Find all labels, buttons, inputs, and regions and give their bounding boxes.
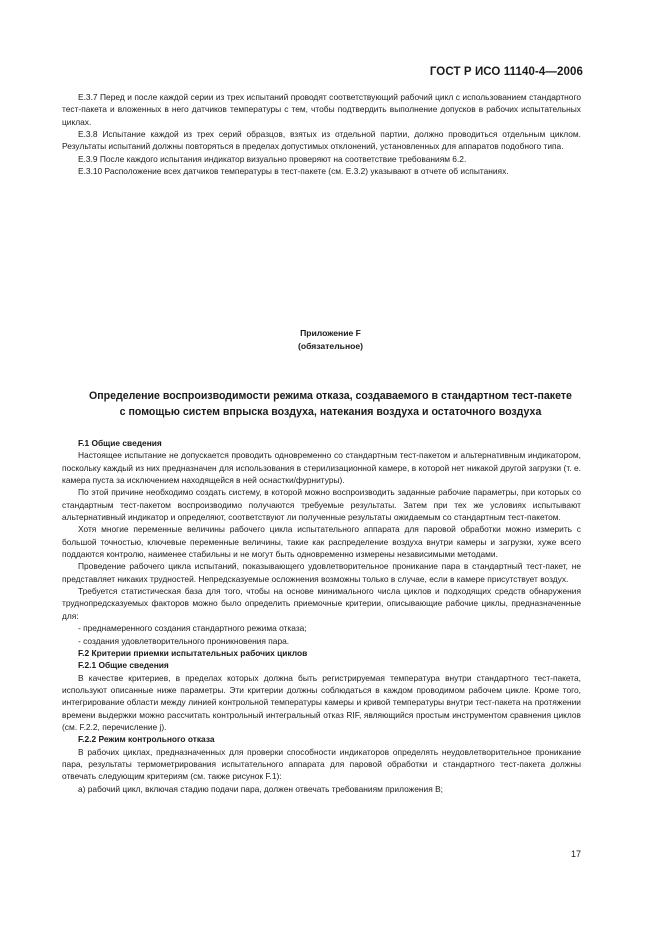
page-number: 17 (570, 849, 581, 859)
paragraph-f2-1: В качестве критериев, в пределах которых должна быть регистрируемая температура внутри стандартного тест-пакета, используют описанные ниже параметры. Эти критерии должны соблюдаться в каждом проводимом рабочем цикле. Кроме того, интегрирование области между линией контрольной температуры камеры и кривой температуры внутри тест-пакета на протяжении времени выдержки можно рассчитать контрольный интегральный отказ RIF, являющийся простым инструментом сравнения циклов (см. F.2.2, перечисление j). (62, 672, 581, 732)
list-item-a: а) рабочий цикл, включая стадию подачи пара, должен отвечать требованиям приложения В; (78, 783, 443, 794)
annex-label: Приложение F (300, 328, 361, 338)
paragraph-f1-5: Требуется статистическая база для того, чтобы на основе минимального числа циклов и подходящих средств обнаружения труднопредсказуемых факторов можно было определить приемочные критерии, описывающие рабочие циклы, предназначенные для: (62, 586, 581, 621)
paragraph-f2-2: В рабочих циклах, предназначенных для проверки способности индикаторов определять неудовлетворительное проникание пара, результаты термометрирования испытательного аппарата для паровой обработки и стандартного тест-пакета должны отвечать следующим критериям (см. также рисунок F.1): (62, 746, 581, 782)
clause-e3-9: Е.3.9 После каждого испытания индикатор визуально проверяют на соответствие требованиям 6.2. (78, 153, 467, 164)
clause-e3-10: Е.3.10 Расположение всех датчиков температуры в тест-пакете (см. Е.3.2) указывают в отчете об испытаниях. (78, 166, 509, 177)
heading-f1: F.1 Общие сведения (78, 438, 162, 448)
heading-f2-2: F.2.2 Режим контрольного отказа (78, 734, 215, 745)
section-e3-continuation (62, 91, 581, 177)
clause-e3-7: Е.3.7 Перед и после каждой серии из трех испытаний проводят соответствующий рабочий цикл с использованием стандартного тест-пакета и вложенных в него датчиков температуры с тем, чтобы подтвердить выполнение допусков в рабочих испытательных циклах. (62, 92, 581, 127)
heading-f2-1: F.2.1 Общие сведения (78, 660, 169, 671)
list-item-steam-penetration: - создания удовлетворительного проникновения пара. (78, 635, 290, 646)
annex-main-title (40, 389, 621, 420)
document-code-header: ГОСТ Р ИСО 11140-4—2006 (429, 66, 583, 78)
list-item-failure-mode: - преднамеренного создания стандартного режима отказа; (78, 623, 307, 634)
annex-main-title-line1: Определение воспроизводимости режима отказа, создаваемого в стандартном тест-пакете (89, 390, 572, 402)
section-f-body (62, 437, 581, 795)
paragraph-f1-2: По этой причине необходимо создать систему, в которой можно воспроизводить заданные рабочие параметры, при которых со стандартным тест-пакетом воспроизводимо получаются требуемые результаты. Затем при тех же условиях испытывают альтернативный индикатор и определяют, соответствуют ли полученные результаты ожидаемым со стандартным тест-пакетом. (62, 487, 581, 523)
heading-f2: F.2 Критерии приемки испытательных рабочих циклов (78, 647, 308, 658)
annex-main-title-line2: с помощью систем впрыска воздуха, натекания воздуха и остаточного воздуха (119, 405, 542, 418)
annex-heading (0, 327, 661, 352)
paragraph-f1-4: Проведение рабочего цикла испытаний, показывающего удовлетворительное проникание пара в стандартный тест-пакет, не представляет никаких трудностей. Непредсказуемые осложнения возможны только в случае, если в камере присутствует воздух. (62, 561, 581, 584)
annex-status: (обязательное) (297, 340, 364, 351)
paragraph-f1-3: Хотя многие переменные величины рабочего цикла испытательного аппарата для паровой обработки можно измерить с большой точностью, ключевые переменные величины, такие как распределение воздуха внутри камеры и загрузки, хуже всего поддаются контролю, наименее стабильны и не могут быть одновременно измерены независимыми методами. (62, 524, 581, 560)
clause-e3-8: Е.3.8 Испытание каждой из трех серий образцов, взятых из отдельной партии, должно проводиться отдельным циклом. Результаты испытаний должны повторяться в пределах допустимых отклонений, установленных для аппаратов подобного типа. (62, 129, 581, 152)
paragraph-f1-1: Настоящее испытание не допускается проводить одновременно со стандартным тест-пакетом и альтернативным индикатором, поскольку каждый из них предназначен для использования в стерилизационной камере, в которой нет никакой другой загрузки (т. е. камера пуста за исключением находящейся в ней оснастки/фурнитуры). (62, 450, 581, 486)
